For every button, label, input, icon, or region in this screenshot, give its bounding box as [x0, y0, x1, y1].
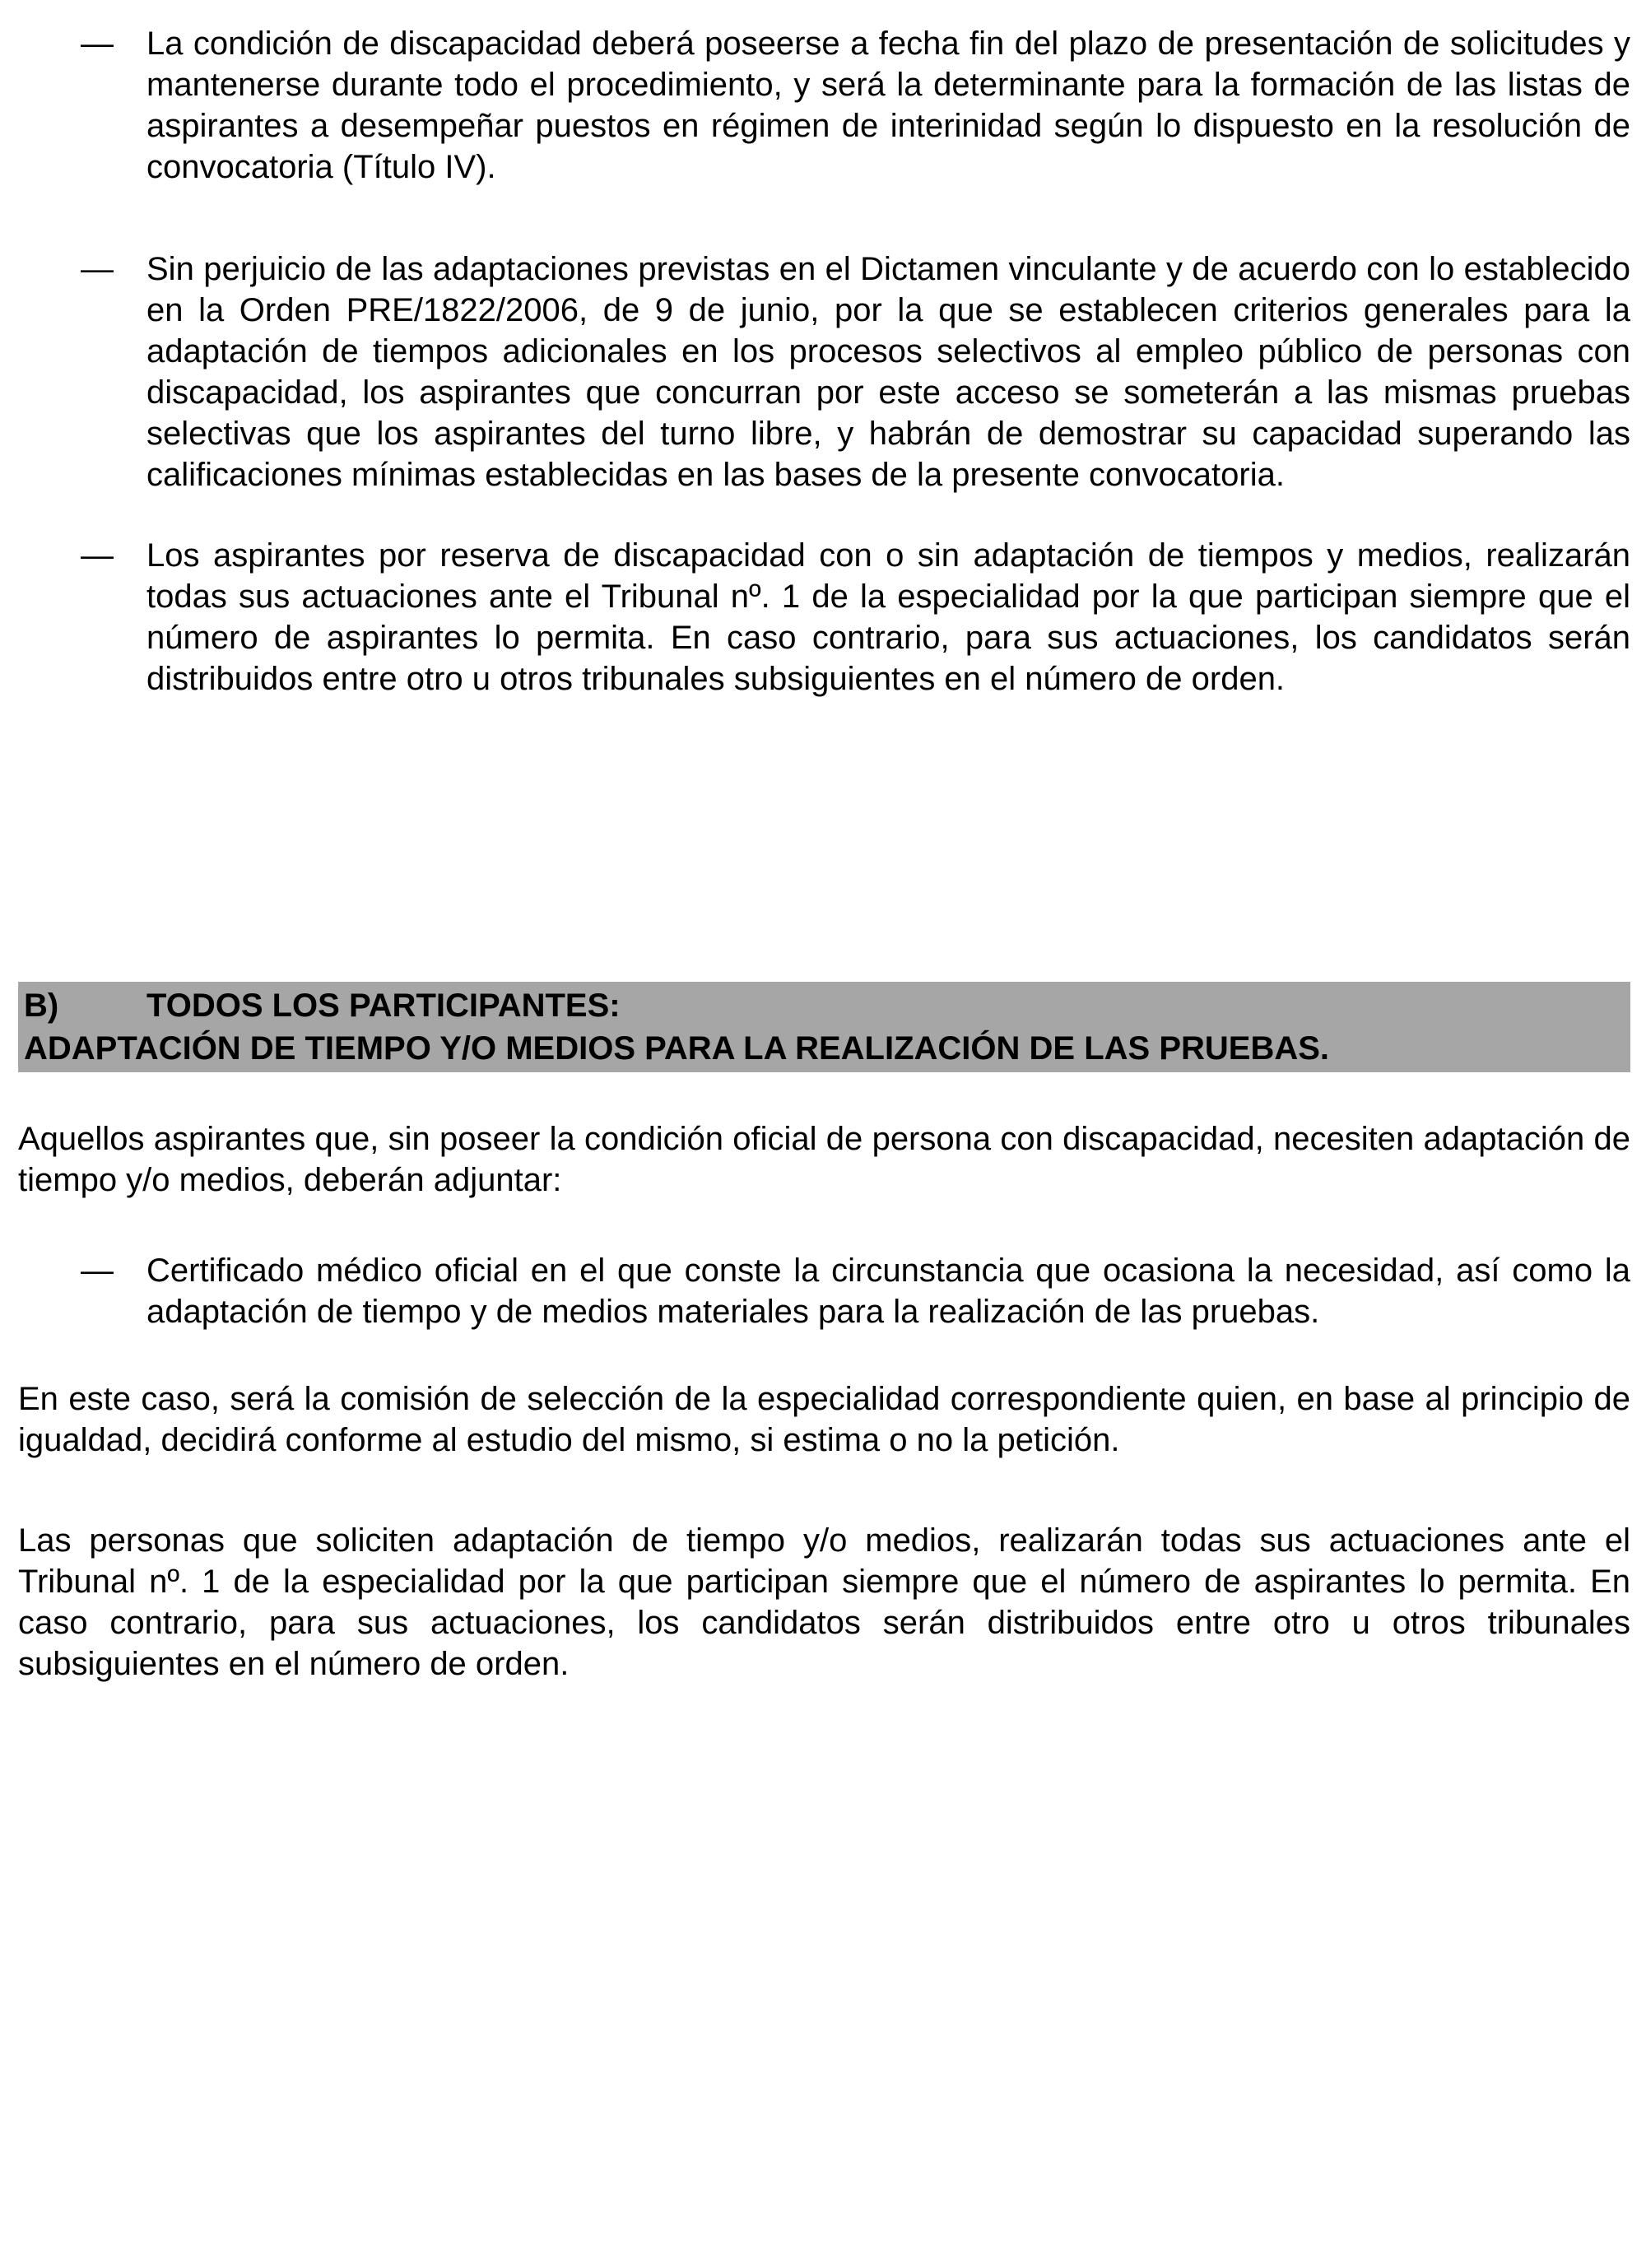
- bullet-item-adaptations-order: [18, 249, 1630, 495]
- bullet-dash-marker: —: [81, 1253, 114, 1289]
- bullet-text: Certificado médico oficial en el que conste la circunstancia que ocasiona la necesidad, así como la adaptación de tiempo y de medios materiales para la realización de las pruebas.: [146, 1253, 1630, 1330]
- paragraph-adjuntar-intro: Aquellos aspirantes que, sin poseer la condición oficial de persona con discapacidad, necesiten adaptación de tiempo y/o medios, deberán adjuntar:: [18, 1121, 1630, 1198]
- section-header-line1: [24, 984, 1624, 1027]
- bullet-text: Los aspirantes por reserva de discapacidad con o sin adaptación de tiempos y medios, realizarán todas sus actuaciones ante el Tribunal nº. 1 de la especialidad por la que participan siempre que el número de aspirantes lo permita. En caso contrario, para sus actuaciones, los candidatos serán distribuidos entre otro u otros tribunales subsiguientes en el número de orden.: [146, 537, 1630, 697]
- bullet-item-tribunal-reserve: [18, 535, 1630, 699]
- paragraph-comision: En este caso, será la comisión de selección de la especialidad correspondiente quien, en base al principio de igualdad, decidirá conforme al estudio del mismo, si estima o no la petición.: [18, 1381, 1630, 1458]
- paragraph-personas: Las personas que soliciten adaptación de tiempo y/o medios, realizarán todas sus actuaciones ante el Tribunal nº. 1 de la especialidad por la que participan siempre que el número de aspirantes lo permita. En caso contrario, para sus actuaciones, los candidatos serán distribuidos entre otro u otros tribunales subsiguientes en el número de orden.: [18, 1522, 1630, 1682]
- bullet-dash-marker: —: [81, 26, 114, 62]
- intro-bullet-list: [18, 23, 1630, 699]
- section-label: B): [24, 988, 59, 1024]
- section-title-line1: TODOS LOS PARTICIPANTES:: [146, 988, 621, 1024]
- bullet-text: Sin perjuicio de las adaptaciones previstas en el Dictamen vinculante y de acuerdo con lo establecido en la Orden PRE/1822/2006, de 9 de junio, por la que se establecen criterios generales para la adaptación de tiempos adicionales en los procesos selectivos al empleo público de personas con discapacidad, los aspirantes que concurran por este acceso se someterán a las mismas pruebas selectivas que los aspirantes del turno libre, y habrán de demostrar su capacidad superando las calificaciones mínimas establecidas en las bases de la presente convocatoria.: [146, 251, 1630, 493]
- bullet-dash-marker: —: [81, 537, 114, 574]
- bullet-item-disability-condition: [18, 23, 1630, 188]
- section-header: [18, 982, 1630, 1072]
- section-title-line2: ADAPTACIÓN DE TIEMPO Y/O MEDIOS PARA LA REALIZACIÓN DE LAS PRUEBAS.: [24, 1030, 1330, 1067]
- bullet-dash-marker: —: [81, 251, 114, 287]
- bullet-item-certificado-medico: [18, 1250, 1630, 1332]
- bullet-text: La condición de discapacidad deberá poseerse a fecha fin del plazo de presentación de solicitudes y mantenerse durante todo el procedimiento, y será la determinante para la formación de las listas de aspirantes a desempeñar puestos en régimen de interinidad según lo dispuesto en la resolución de convocatoria (Título IV).: [146, 26, 1630, 185]
